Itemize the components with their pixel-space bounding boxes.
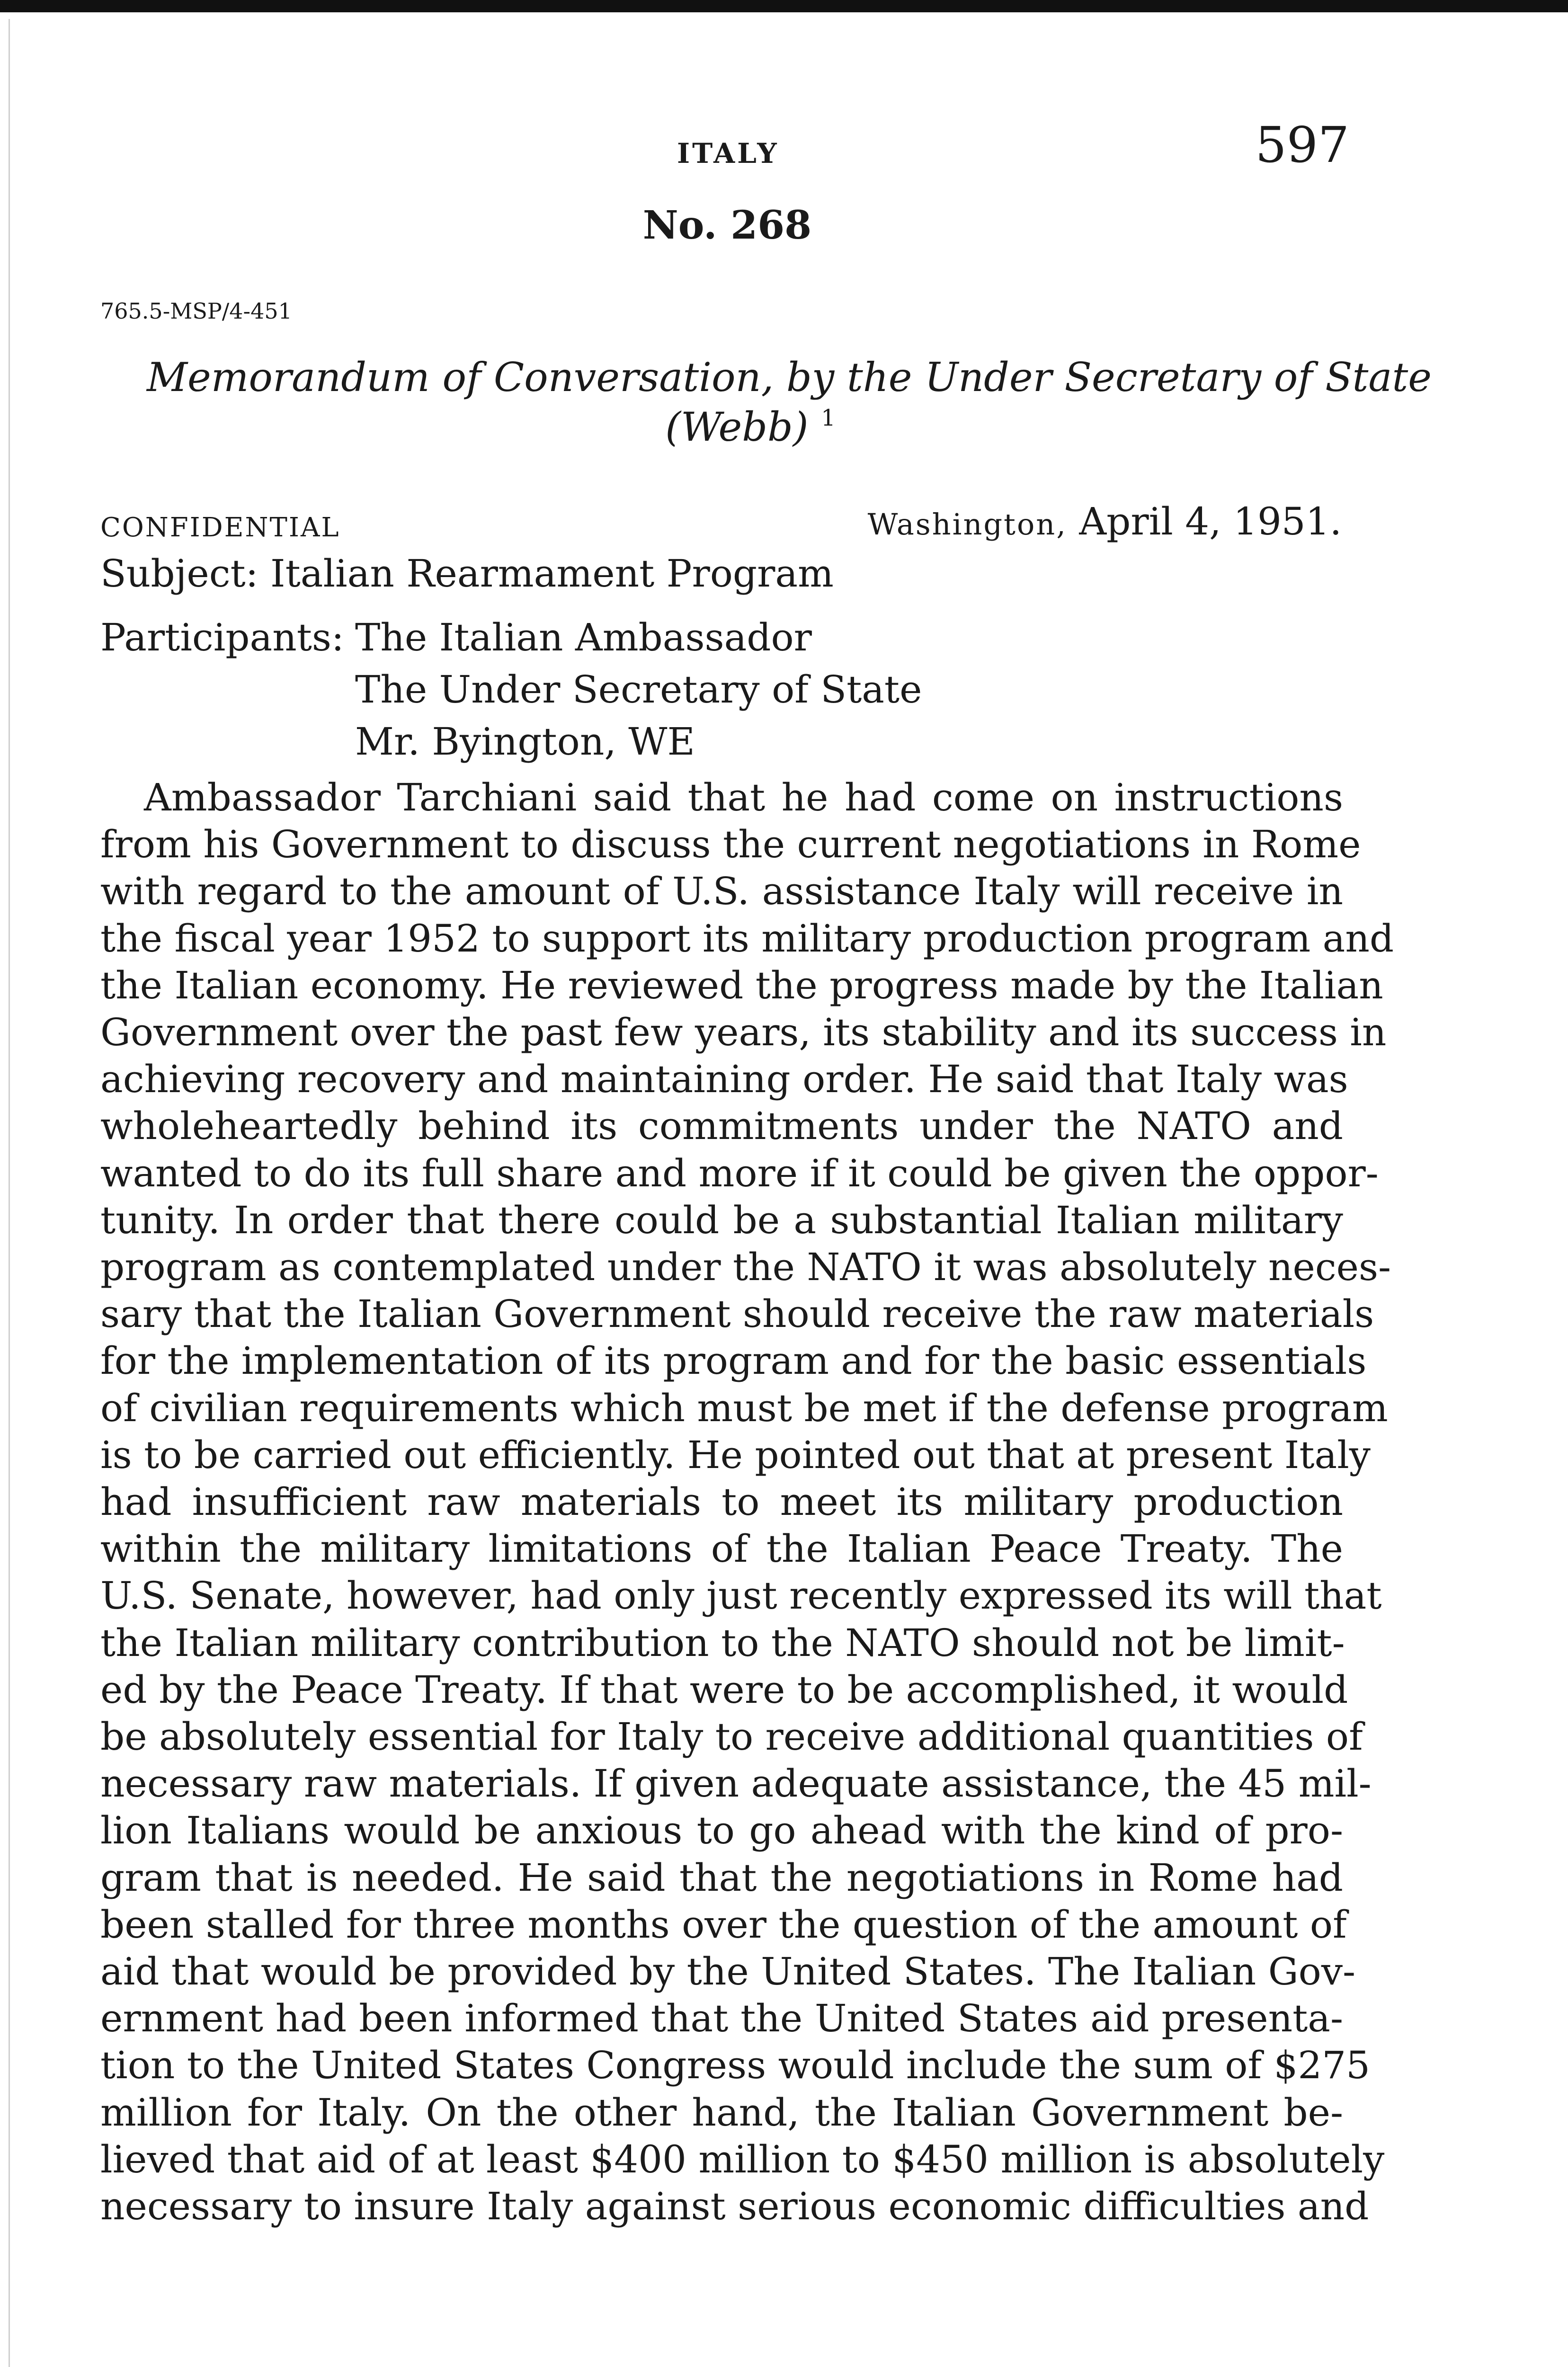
body-line: tion to the United States Congress would include the sum of $275 [100, 2043, 1371, 2088]
body-line: program as contemplated under the NATO it was absolutely neces- [100, 1245, 1391, 1290]
body-line: U.S. Senate, however, had only just recently expressed its will that [100, 1574, 1382, 1618]
body-line: tunity. In order that there could be a substantial Italian military [100, 1198, 1343, 1242]
subject-line: Subject: Italian Rearmament Program [100, 552, 834, 596]
running-head: ITALY [677, 137, 779, 169]
document-number: No. 268 [642, 203, 812, 248]
participant-1: The Italian Ambassador [355, 615, 812, 659]
body-line: sary that the Italian Government should receive the raw materials [100, 1292, 1374, 1336]
body-line: ed by the Peace Treaty. If that were to be accomplished, it would [100, 1667, 1348, 1712]
body-line: gram that is needed. He said that the negotiations in Rome had [100, 1855, 1343, 1900]
body-line: the fiscal year 1952 to support its military production program and [100, 916, 1394, 961]
body-line: been stalled for three months over the question of the amount of [100, 1902, 1347, 1947]
file-reference: 765.5-MSP/4-451 [100, 298, 292, 324]
title-line-2-text: (Webb) [665, 404, 809, 450]
body-line: wholeheartedly behind its commitments under the NATO and [100, 1104, 1343, 1148]
body-line: lieved that aid of at least $400 million to $450 million is absolutely [100, 2137, 1385, 2181]
body-line: the Italian military contribution to the NATO should not be limit- [100, 1620, 1345, 1665]
body-line: is to be carried out efficiently. He pointed out that at present Italy [100, 1433, 1371, 1477]
body-line: Government over the past few years, its stability and its success in [100, 1010, 1387, 1055]
body-line: aid that would be provided by the United States. The Italian Gov- [100, 1949, 1356, 1994]
body-line: ernment had been informed that the United States aid presenta- [100, 1996, 1343, 2041]
title-line-1: Memorandum of Conversation, by the Under Secretary of State [147, 354, 1432, 400]
body-line: had insufficient raw materials to meet its military production [100, 1480, 1343, 1524]
title-footnote-marker: 1 [821, 405, 836, 431]
body-line: with regard to the amount of U.S. assistance Italy will receive in [100, 869, 1343, 914]
page-left-edge [9, 19, 10, 2367]
participant-3: Mr. Byington, WE [355, 720, 695, 764]
body-line: within the military limitations of the Italian Peace Treaty. The [100, 1527, 1343, 1571]
body-line: achieving recovery and maintaining order. He said that Italy was [100, 1057, 1348, 1102]
classification-label: CONFIDENTIAL [100, 512, 340, 543]
top-edge-rule [0, 0, 1568, 12]
body-line: the Italian economy. He reviewed the progress made by the Italian [100, 963, 1383, 1007]
participant-2: The Under Secretary of State [355, 667, 922, 712]
body-line: wanted to do its full share and more if it could be given the oppor- [100, 1151, 1379, 1195]
title-line-2 [147, 402, 1354, 452]
body-line: Ambassador Tarchiani said that he had come on instructions [144, 775, 1343, 819]
body-line: million for Italy. On the other hand, the Italian Government be- [100, 2090, 1343, 2135]
document-title [147, 353, 1432, 452]
body-line: be absolutely essential for Italy to receive additional quantities of [100, 1715, 1363, 1759]
body-line: for the implementation of its program and for the basic essentials [100, 1339, 1367, 1383]
body-line: of civilian requirements which must be met if the defense program [100, 1386, 1388, 1430]
dateline-date: April 4, 1951. [1067, 499, 1342, 543]
body-line: necessary to insure Italy against serious economic difficulties and [100, 2184, 1369, 2229]
dateline-place: Washington, [867, 507, 1067, 542]
body-paragraph [100, 774, 1394, 2230]
body-line: necessary raw materials. If given adequate assistance, the 45 mil- [100, 1762, 1372, 1806]
body-line: from his Government to discuss the current negotiations in Rome [100, 822, 1361, 867]
page-number: 597 [1255, 116, 1349, 174]
body-line: lion Italians would be anxious to go ahead with the kind of pro- [100, 1808, 1343, 1853]
participants-label: Participants: [100, 615, 344, 659]
dateline [868, 499, 1342, 543]
